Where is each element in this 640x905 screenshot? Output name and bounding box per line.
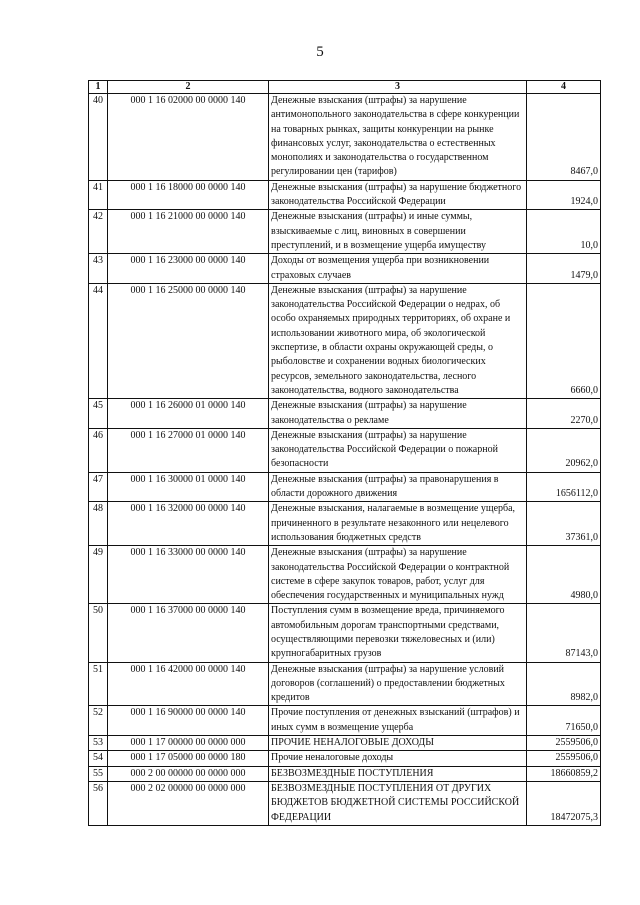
- row-description: Денежные взыскания (штрафы) за нарушение законодательства Российской Федерации о недрах, об особо охраняемых природных территориях, об охране и использовании животного мира, об экологической экспертизе, в области охраны окружающей среды, о рыболовстве и сохранении водных биологических ресурсов, земельного законодательства, лесного законодательства, водного законодательства: [269, 283, 527, 398]
- table-row: [89, 736, 601, 751]
- table-row: [89, 502, 601, 546]
- table-row: [89, 766, 601, 781]
- row-amount: 10,0: [527, 210, 601, 254]
- row-number: 54: [89, 751, 108, 766]
- row-description: БЕЗВОЗМЕЗДНЫЕ ПОСТУПЛЕНИЯ ОТ ДРУГИХ БЮДЖЕТОВ БЮДЖЕТНОЙ СИСТЕМЫ РОССИЙСКОЙ ФЕДЕРАЦИИ: [269, 781, 527, 825]
- row-description: Денежные взыскания (штрафы) за нарушение условий договоров (соглашений) о предоставлении бюджетных кредитов: [269, 662, 527, 706]
- row-description: Денежные взыскания (штрафы) за правонарушения в области дорожного движения: [269, 472, 527, 502]
- row-amount: 18660859,2: [527, 766, 601, 781]
- row-description: Денежные взыскания (штрафы) за нарушение бюджетного законодательства Российской Федерации: [269, 180, 527, 210]
- table-row: [89, 94, 601, 181]
- table-row: [89, 751, 601, 766]
- table-row: [89, 254, 601, 284]
- row-description: Прочие поступления от денежных взысканий (штрафов) и иных сумм в возмещение ущерба: [269, 706, 527, 736]
- budget-code: 000 1 17 00000 00 0000 000: [108, 736, 269, 751]
- row-amount: 1479,0: [527, 254, 601, 284]
- row-amount: 1924,0: [527, 180, 601, 210]
- table-row: [89, 399, 601, 429]
- row-number: 56: [89, 781, 108, 825]
- row-number: 42: [89, 210, 108, 254]
- row-amount: 6660,0: [527, 283, 601, 398]
- budget-code: 000 1 16 27000 01 0000 140: [108, 428, 269, 472]
- budget-code: 000 2 00 00000 00 0000 000: [108, 766, 269, 781]
- row-description: Денежные взыскания (штрафы) за нарушение антимонопольного законодательства в сфере конкуренции на товарных рынках, защиты конкуренции на рынке финансовых услуг, законодательства о естественных монополиях и законодательства о государственном регулировании цен (тарифов): [269, 94, 527, 181]
- page-number: 5: [316, 44, 324, 60]
- row-number: 46: [89, 428, 108, 472]
- header-col-2: 2: [108, 81, 269, 94]
- table-row: [89, 706, 601, 736]
- table-row: [89, 428, 601, 472]
- row-number: 50: [89, 604, 108, 662]
- row-amount: 2559506,0: [527, 736, 601, 751]
- row-description: Денежные взыскания (штрафы) за нарушение законодательства Российской Федерации о пожарной безопасности: [269, 428, 527, 472]
- table-row: [89, 546, 601, 604]
- table-row: [89, 472, 601, 502]
- row-amount: 71650,0: [527, 706, 601, 736]
- budget-code: 000 1 17 05000 00 0000 180: [108, 751, 269, 766]
- row-amount: 8982,0: [527, 662, 601, 706]
- row-number: 44: [89, 283, 108, 398]
- budget-code: 000 1 16 90000 00 0000 140: [108, 706, 269, 736]
- row-amount: 2559506,0: [527, 751, 601, 766]
- header-col-3: 3: [269, 81, 527, 94]
- table-header-row: [89, 81, 601, 94]
- table-row: [89, 283, 601, 398]
- row-description: Денежные взыскания (штрафы) за нарушение законодательства Российской Федерации о контрактной системе в сфере закупок товаров, работ, услуг для обеспечения государственных и муниципальных нужд: [269, 546, 527, 604]
- row-description: ПРОЧИЕ НЕНАЛОГОВЫЕ ДОХОДЫ: [269, 736, 527, 751]
- row-description: Прочие неналоговые доходы: [269, 751, 527, 766]
- table-row: [89, 781, 601, 825]
- row-number: 47: [89, 472, 108, 502]
- row-number: 55: [89, 766, 108, 781]
- row-number: 51: [89, 662, 108, 706]
- row-number: 40: [89, 94, 108, 181]
- row-number: 48: [89, 502, 108, 546]
- row-number: 53: [89, 736, 108, 751]
- row-amount: 8467,0: [527, 94, 601, 181]
- row-amount: 87143,0: [527, 604, 601, 662]
- row-description: Поступления сумм в возмещение вреда, причиняемого автомобильным дорогам транспортными средствами, осуществляющими перевозки тяжеловесных и (или) крупногабаритных грузов: [269, 604, 527, 662]
- row-description: Денежные взыскания (штрафы) и иные суммы, взыскиваемые с лиц, виновных в совершении преступлений, и в возмещение ущерба имуществу: [269, 210, 527, 254]
- budget-code: 000 1 16 32000 00 0000 140: [108, 502, 269, 546]
- budget-code: 000 1 16 02000 00 0000 140: [108, 94, 269, 181]
- row-number: 45: [89, 399, 108, 429]
- row-description: Денежные взыскания, налагаемые в возмещение ущерба, причиненного в результате незаконного или нецелевого использования бюджетных средств: [269, 502, 527, 546]
- budget-code: 000 1 16 26000 01 0000 140: [108, 399, 269, 429]
- budget-code: 000 1 16 30000 01 0000 140: [108, 472, 269, 502]
- row-number: 43: [89, 254, 108, 284]
- row-number: 41: [89, 180, 108, 210]
- table-row: [89, 604, 601, 662]
- row-number: 49: [89, 546, 108, 604]
- budget-code: 000 1 16 23000 00 0000 140: [108, 254, 269, 284]
- header-col-1: 1: [89, 81, 108, 94]
- row-amount: 18472075,3: [527, 781, 601, 825]
- budget-code: 000 1 16 18000 00 0000 140: [108, 180, 269, 210]
- budget-code: 000 2 02 00000 00 0000 000: [108, 781, 269, 825]
- row-number: 52: [89, 706, 108, 736]
- row-amount: 2270,0: [527, 399, 601, 429]
- row-description: Доходы от возмещения ущерба при возникновении страховых случаев: [269, 254, 527, 284]
- row-amount: 4980,0: [527, 546, 601, 604]
- row-amount: 37361,0: [527, 502, 601, 546]
- budget-code: 000 1 16 21000 00 0000 140: [108, 210, 269, 254]
- row-amount: 20962,0: [527, 428, 601, 472]
- header-col-4: 4: [527, 81, 601, 94]
- budget-code: 000 1 16 42000 00 0000 140: [108, 662, 269, 706]
- table-row: [89, 180, 601, 210]
- row-description: БЕЗВОЗМЕЗДНЫЕ ПОСТУПЛЕНИЯ: [269, 766, 527, 781]
- budget-code: 000 1 16 33000 00 0000 140: [108, 546, 269, 604]
- table-row: [89, 210, 601, 254]
- revenue-table: [88, 80, 601, 826]
- table-row: [89, 662, 601, 706]
- row-amount: 1656112,0: [527, 472, 601, 502]
- budget-code: 000 1 16 37000 00 0000 140: [108, 604, 269, 662]
- budget-code: 000 1 16 25000 00 0000 140: [108, 283, 269, 398]
- row-description: Денежные взыскания (штрафы) за нарушение законодательства о рекламе: [269, 399, 527, 429]
